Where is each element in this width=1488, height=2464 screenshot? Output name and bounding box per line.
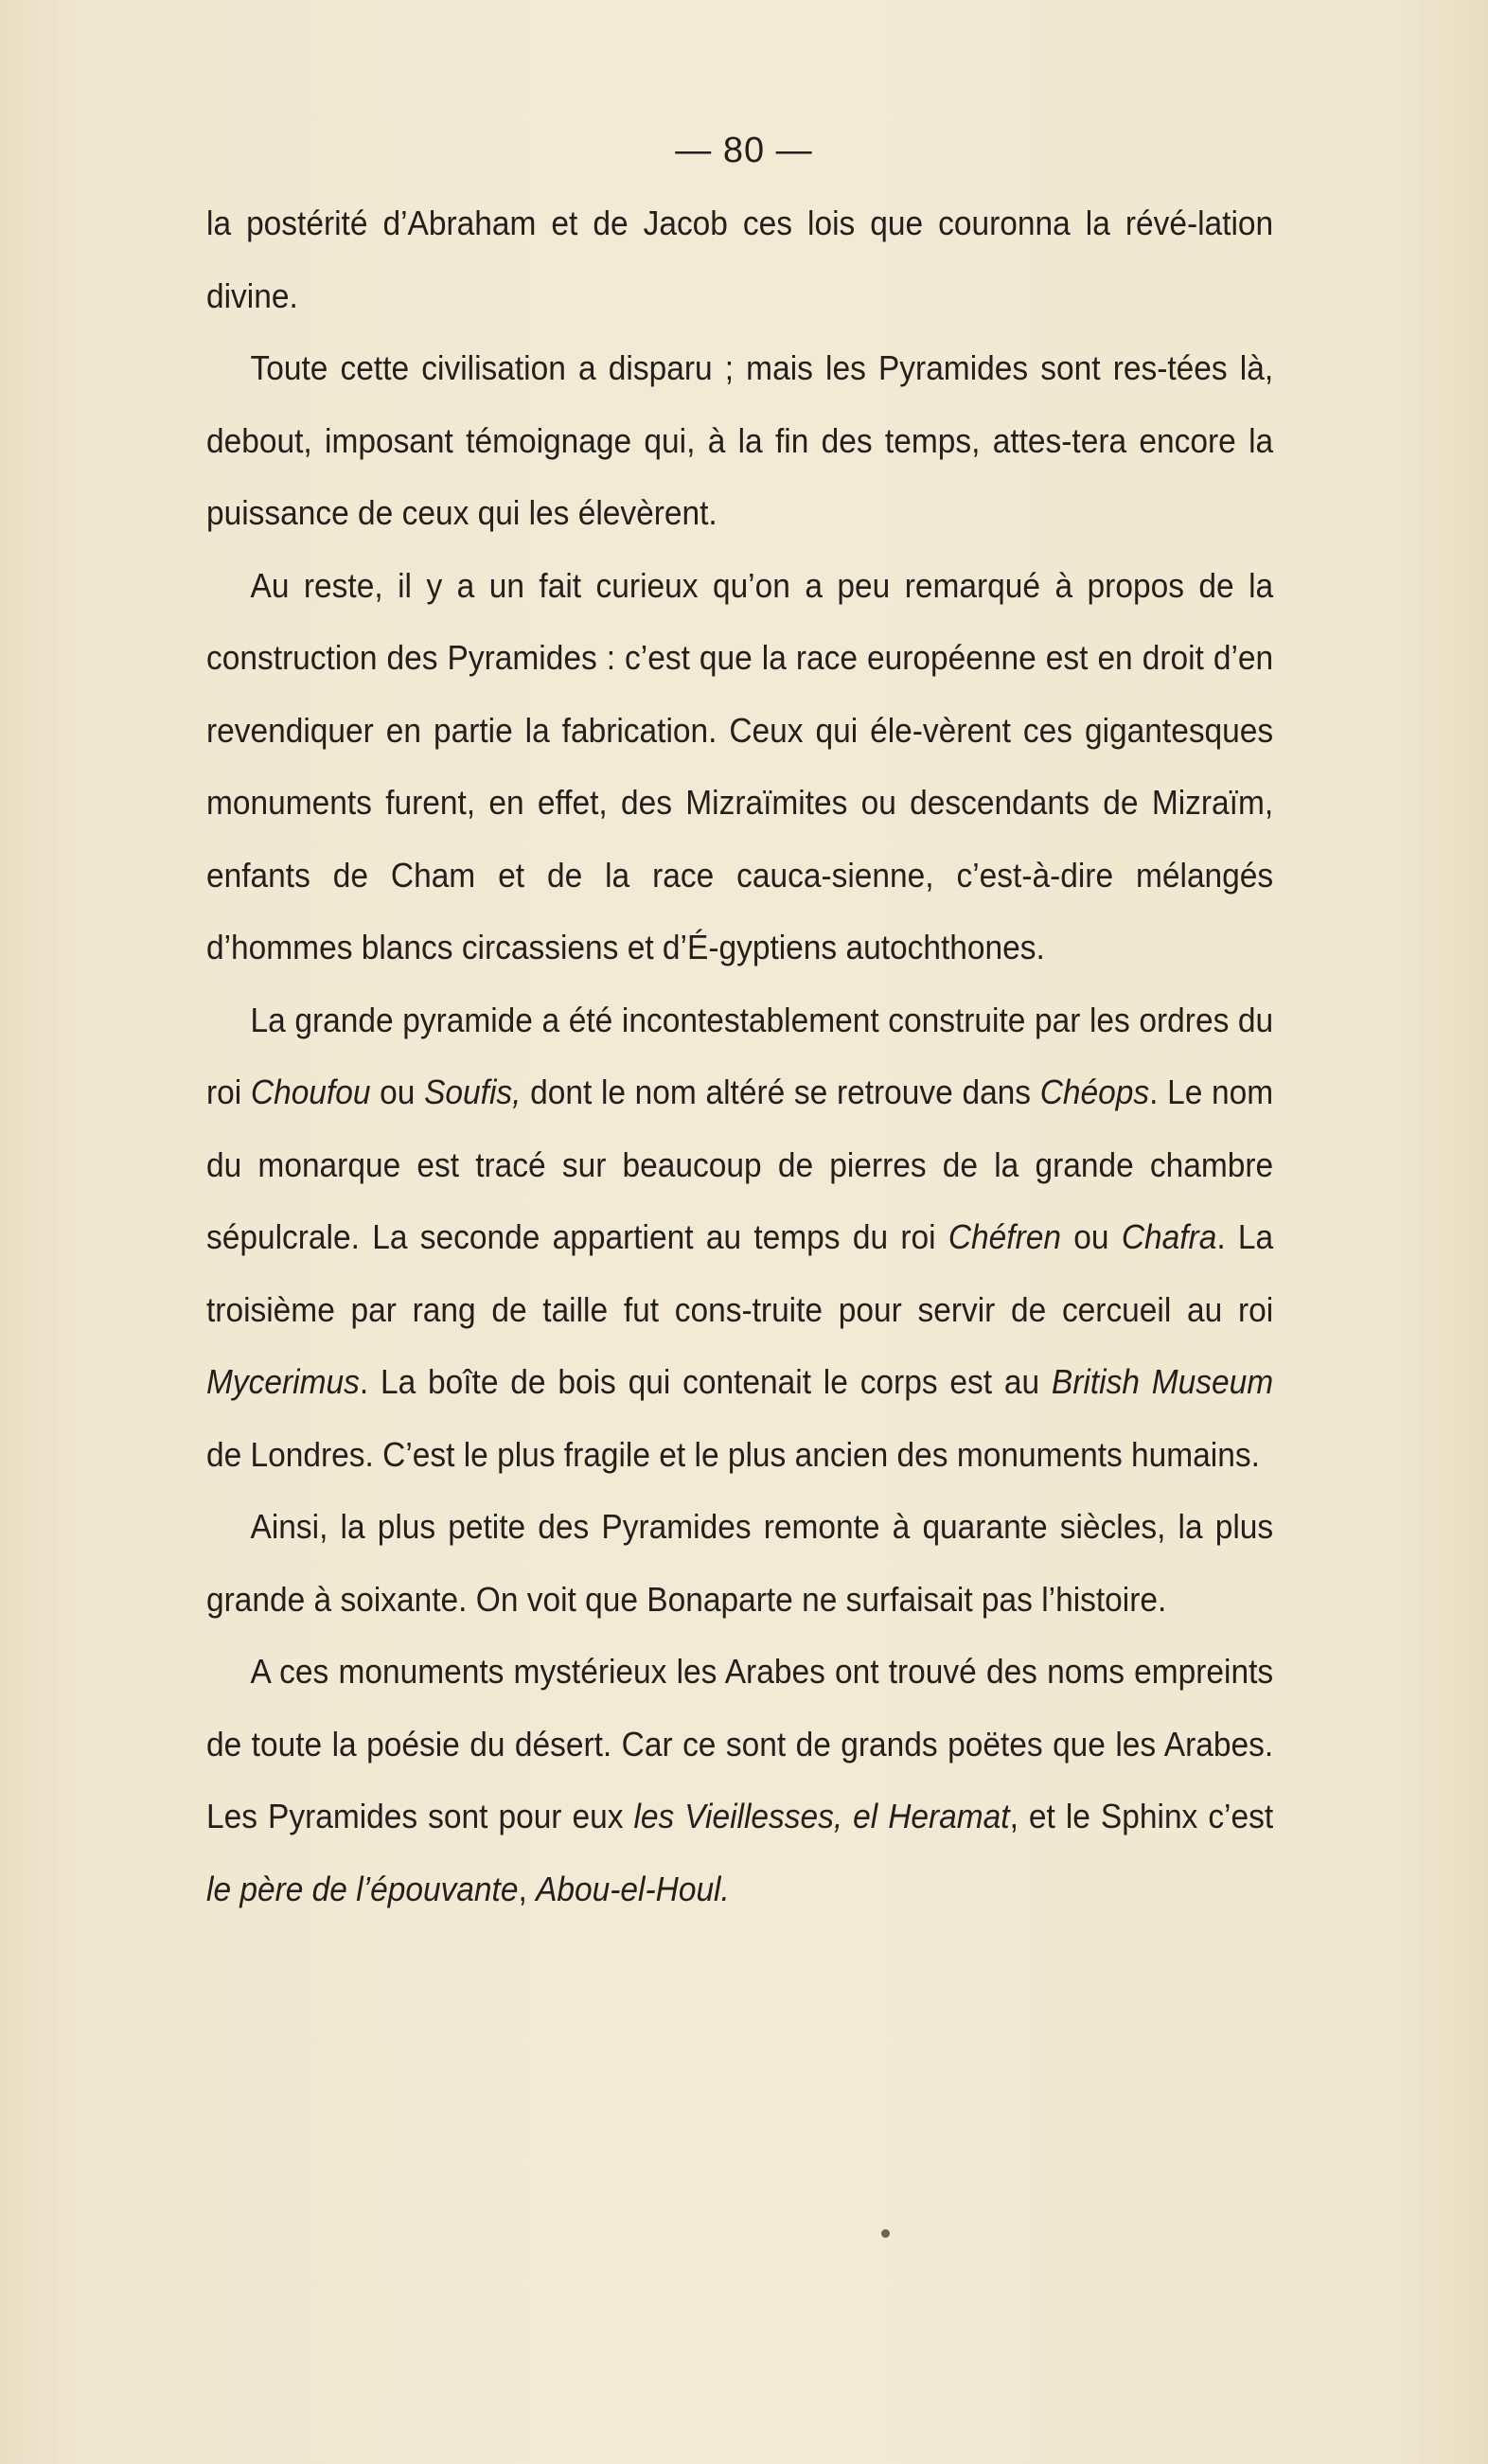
paragraph — [206, 550, 1273, 984]
text-run: ou — [370, 1072, 425, 1111]
paragraph — [206, 332, 1273, 550]
text-run: , — [518, 1869, 537, 1908]
text-run: , et le Sphinx c’est — [1009, 1797, 1274, 1835]
italic-text: Mycerimus — [206, 1362, 360, 1401]
text-run: . La troisième par rang de taille fut cons-truite pour servir de cercueil au roi — [206, 1217, 1274, 1329]
text-run: Au reste, il y a un fait curieux qu’on a peu remarqué à propos de la construction des Pyramides : c’est que la race européenne est en droit d’en revendiquer en partie la fabrication. Ceux qui éle-vèrent ces gigantesques monuments furent, en effet, des Mizraïmites ou descendants de Mizraïm, enfants de Cham et de la race cauca-sienne, c’est-à-dire mélangés d’hommes blancs circassiens et d’É-gyptiens autochthones. — [206, 565, 1274, 966]
text-run: ou — [1060, 1217, 1122, 1256]
text-run: dont le nom altéré se retrouve dans — [521, 1072, 1040, 1111]
italic-text: Soufis, — [424, 1072, 522, 1111]
text-run: de Londres. C’est le plus fragile et le plus ancien des monuments humains. — [206, 1434, 1260, 1474]
text-run: la postérité d’Abraham et de Jacob ces lois que couronna la révé-lation divine. — [206, 204, 1274, 315]
page-number: — 80 — — [675, 131, 813, 170]
italic-text: Chafra — [1121, 1217, 1217, 1256]
text-run: Toute cette civilisation a disparu ; mais les Pyramides sont res-tées là, debout, imposant témoignage qui, à la fin des temps, attes-tera encore la puissance de ceux qui les élevèrent. — [206, 348, 1274, 532]
text-run: . La boîte de bois qui contenait le corps est au — [359, 1362, 1052, 1401]
paragraph — [206, 187, 1273, 332]
italic-text: Abou-el-Houl. — [536, 1869, 730, 1908]
italic-text: le père de l’épouvante — [206, 1869, 519, 1908]
page-body-text — [206, 187, 1273, 1925]
italic-text: les Vieillesses, el Heramat — [633, 1797, 1010, 1835]
text-run: Ainsi, la plus petite des Pyramides remonte à quarante siècles, la plus grande à soixante. On voit que Bonaparte ne surfaisait pas l’histoire. — [206, 1507, 1274, 1619]
italic-text: Choufou — [250, 1072, 371, 1111]
ink-speck — [881, 2229, 890, 2238]
paragraph — [206, 1636, 1273, 1925]
text-run: . Le nom du monarque est tracé sur beaucoup de pierres de la grande chambre sépulcrale. La seconde appartient au temps du roi — [206, 1072, 1274, 1256]
text-run: A ces monuments mystérieux les Arabes ont trouvé des noms empreints de toute la poésie du désert. Car ce sont de grands poëtes que les Arabes. Les Pyramides sont pour eux — [206, 1652, 1274, 1835]
italic-text: Chéops — [1039, 1072, 1150, 1111]
italic-text: British Museum — [1051, 1362, 1274, 1401]
paragraph — [206, 1491, 1273, 1636]
italic-text: Chéfren — [948, 1217, 1061, 1256]
paragraph — [206, 984, 1273, 1492]
text-run: La grande pyramide a été incontestablement construite par les ordres du roi — [206, 1000, 1274, 1111]
